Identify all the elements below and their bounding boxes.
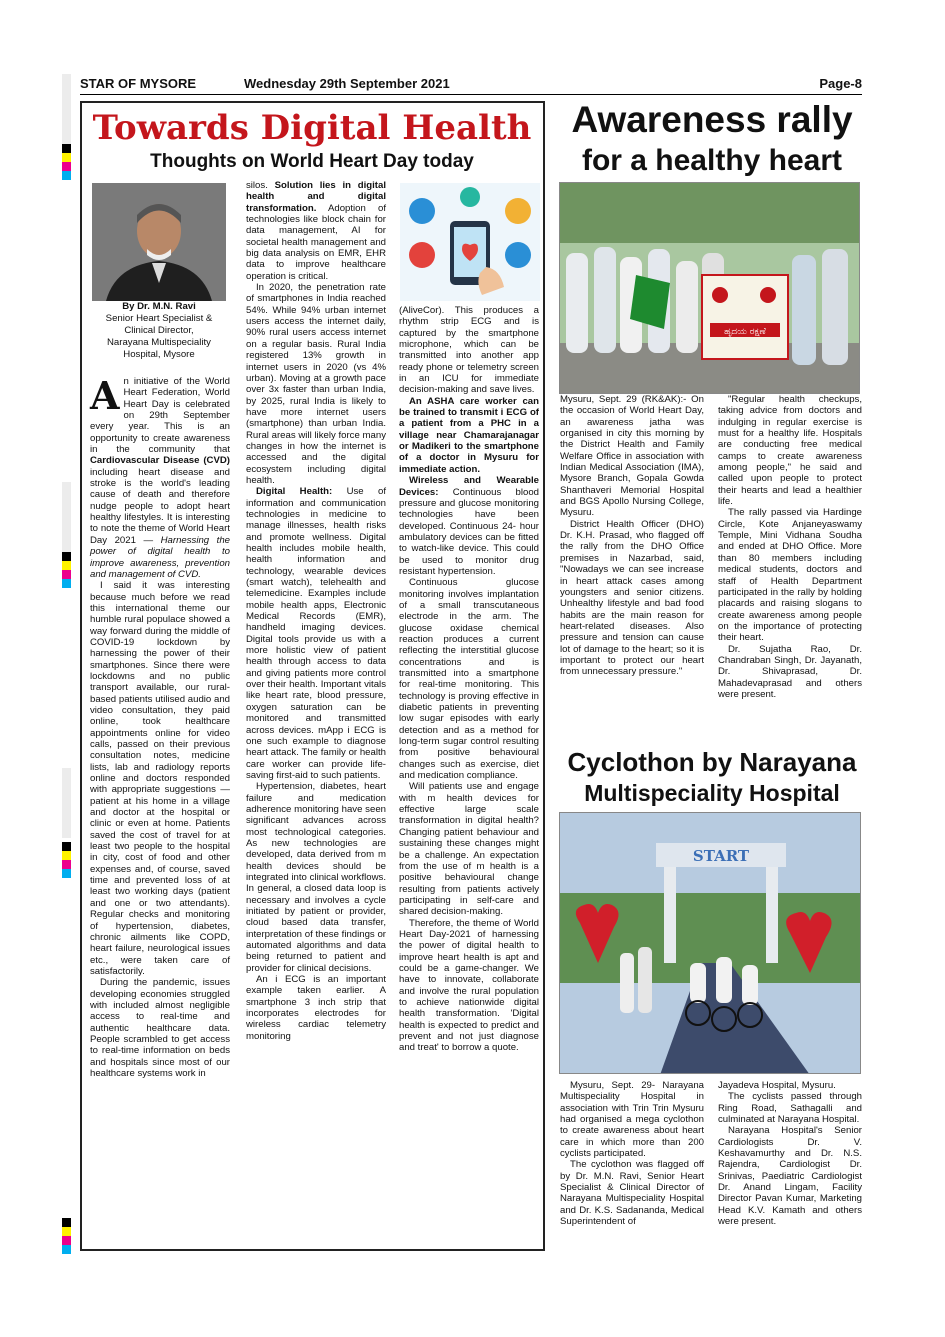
paragraph: An i ECG is an important example taken earlier. A smartphone 3 inch strip that incorporates electrodes for wireless cardiac telemetry monitoring [246, 974, 386, 1042]
rally-column-1 [560, 394, 704, 678]
byline-line: Hospital, Mysore [123, 349, 195, 360]
bold-text: Wireless and Wearable Devices: [399, 475, 539, 498]
cyclothon-column-1 [560, 1080, 704, 1227]
byline-line: Clinical Director, [124, 325, 194, 336]
article-column-2 [246, 180, 386, 1042]
byline-line: Senior Heart Specialist & [105, 313, 213, 324]
byline-name: By Dr. M.N. Ravi [122, 301, 196, 312]
bold-text: Solution lies in digital health and digital transformation. [246, 180, 386, 214]
italic-text: Harnessing the power of digital health to improve awareness, prevention and management of CVD. [90, 534, 231, 580]
page-number: Page-8 [819, 76, 862, 91]
cyclothon-subtitle: Multispeciality Hospital [584, 780, 840, 806]
article-subtitle: Thoughts on World Heart Day today [150, 151, 474, 172]
article-title: Towards Digital Health [92, 108, 532, 148]
author-photo [92, 183, 226, 301]
text: silos. [246, 180, 275, 191]
registration-strip-top [62, 74, 71, 144]
paragraph: "Regular health checkups, taking advice from doctors and indulging in regular exercise is must for a healthy life. Hospitals are conducting free medical camps to create awareness among people," he said and called upon people to protect their hearts and lead a healthier life. [718, 394, 862, 508]
color-bar-4 [62, 1218, 71, 1254]
paragraph: (AliveCor). This produces a rhythm strip ECG and is captured by the smartphone microphone, which can be transmitted into another app ready phone or telemetry screen in an ICU for immediate decision-making and save lives. [399, 305, 539, 396]
paragraph: Mysuru, Sept. 29- Narayana Multispeciality Hospital in association with Trin Trin Mysuru had organised a mega cyclothon to create awareness about heart care in which more than 200 cyclists participated. [560, 1080, 704, 1160]
cyclothon-photo [559, 812, 861, 1074]
paragraph: Narayana Hospital's Senior Cardiologists Dr. V. Keshavamurthy and Dr. N.S. Rajendra, Cardiologist Dr. Srinivas, Paediatric Cardiologist Dr. Anand Lingam, Facility Director Pavan Kumar, Marketing Head K.V. Kamath and others were present. [718, 1125, 862, 1228]
paragraph [246, 180, 386, 282]
color-bar-3 [62, 842, 71, 878]
paragraph: The rally passed via Hardinge Circle, Kote Anjaneyaswamy Temple, Mini Vidhana Soudha and ended at DHO Office. More than 80 members including medical students, doctors and staff of Health Department participated in the rally by holding placards and raising slogans to create awareness among people on the importance of protecting their heart. [718, 507, 862, 644]
paragraph: Dr. Sujatha Rao, Dr. Chandraban Singh, Dr. Jayanath, Dr. Shivaprasad, Dr. Mahadevaprasad and others were present. [718, 643, 862, 700]
rally-column-2 [718, 394, 862, 700]
paragraph: Hypertension, diabetes, heart failure and medication adherence monitoring have seen significant advances across most technological categories. As new technologies are developed, data derived from m health devices should be integrated into clinical workflows. In general, a closed data loop is necessary and involves a cycle initiated by patient or provider, cloud based data transfer, interpretation of these findings or automated algorithms and data being returned to patient and provider for clinical decisions. [246, 781, 386, 974]
page-header [80, 74, 862, 95]
paragraph [246, 486, 386, 781]
digital-health-illustration [400, 183, 540, 301]
paragraph: In 2020, the penetration rate of smartphones in India reached 54%. While 94% urban internet users access the internet daily, 90% rural users access internet on a regular basis. Rural India registered 13% growth in internet users in 2020 (vs 4% urban). Moving at a growth pace over 3x faster than urban India, by 2025, rural India is likely to have more internet users (smartphone) than urban India. Rural areas will likely force many changes in how the internet is accessed and the digital ecosystem including digital health. [246, 282, 386, 486]
registration-strip-3 [62, 768, 71, 838]
drop-cap: A [90, 373, 120, 418]
article-column-1 [90, 373, 231, 1079]
rally-banner-text: ಹೃದಯ ರಕ್ಷಣೆ [724, 327, 766, 337]
newspaper-name: STAR OF MYSORE [80, 76, 197, 91]
paragraph: District Health Officer (DHO) Dr. K.H. Prasad, who flagged off the rally from the DHO Office premises in Nazarbad, said, "Nowadays we can see increase in heart attack cases among youngsters and senior citizens. Unhealthy lifestyle and bad food habits are the main reason for heart-related diseases. Also pressure and tension can cause lot of damage to the heart; so it is important to protect our heart from unnecessary pressure." [560, 518, 704, 678]
byline-line: Narayana Multispeciality [107, 337, 211, 348]
rally-photo [559, 182, 860, 394]
paragraph: During the pandemic, issues developing economies struggled with included almost negligible access to real-time and authentic healthcare data. People scrambled to get access to real-time information on beds and hospitals since most of our healthcare systems work in [90, 977, 230, 1079]
text: Adoption of technologies like block chain for data management, AI for societal health management and big data analysis on EMR, EHR data to improve healthcare operation is critical. [246, 202, 386, 282]
start-arch-text: START [692, 847, 750, 865]
bold-text: Digital Health: [256, 486, 333, 498]
article-column-3 [399, 305, 539, 1054]
text: Use of information and communication technologies in medicine to manage illnesses, health risks and promote wellness. Digital health includes mobile health, health information and technology, wearable devices (smart watch), telehealth and telemedicine. Examples include mobile health apps, Electronic Medical Records (EMR), handheld imaging devices. Digital tools provide us with a more holistic view of patient health through access to data and giving patients more control over their health. Important vitals like heart rate, blood pressure, oxygen saturation can be monitored and transmitted across devices. mApp i ECG is one such example to diagnose heart attack. The family or health care worker can provide life-saving first-aid to such patients. [246, 486, 386, 781]
issue-date: Wednesday 29th September 2021 [244, 76, 450, 91]
paragraph: Continuous glucose monitoring involves implantation of a small transcutaneous electrode in the arm. The glucose oxidase chemical reaction produces a current reflecting the interstitial glucose concentrations and is transmitted into a smartphone for real-time monitoring. This technology is proving effective in diabetic patients in preventing low sugar episodes with early detection and as a method for long-term sugar control resulting from positive behavioural changes such as exercise, diet and medication compliance. [399, 577, 539, 782]
rally-title: Awareness rally [571, 99, 853, 140]
author-byline [88, 301, 230, 361]
paragraph [90, 373, 231, 580]
registration-strip-2 [62, 482, 71, 552]
paragraph: Will patients use and engage with m health devices for effective large scale transformation in digital health? Changing patient behaviour and sustaining these changes might be a challenge. An expectation from the use of m health is a positive behavioural change resulting from patients actively participating in self-care and shared decision-making. [399, 781, 539, 918]
rally-subtitle: for a healthy heart [581, 144, 843, 177]
text: Continuous blood pressure and glucose monitoring technologies have been developed. Continuous 24- hour ambulatory devices can be fitted to watch-like device. This could be used to monitor drug resistant hypertension. [399, 486, 539, 577]
paragraph: Therefore, the theme of World Heart Day-2021 of harnessing the power of digital health to improve heart health is apt and could be a game-changer. We have to innovate, collaborate and involve the rural population to achieve nationwide digital health transformation. 'Digital health is expected to predict and prevent and not just diagnose and treat' to borrow a quote. [399, 917, 539, 1054]
paragraph: I said it was interesting because much before we read this international theme our humble rural populace showed a way forward during the middle of COVID-19 lockdown by harnessing the power of their smartphones. Since there were lockdowns and no public transport available, our rural-based patients utilised audio and video consultation, they paid online, took healthcare appointments online for video calls, passed on their previous consultation notes, medicine lists, lab and radiology reports online and doctors responded with appropriate suggestions — patient at his home in a village and doctor at the hospital or clinic or even at home. Patients saved the cost of travel for at least two people to the hospital in city, cost of food and other expenses and, of course, saved time and prevented loss of at least two working days (patient and one or two attendants). Regular checks and monitoring of hypertension, diabetes, chronic ailments like COPD, heart failure, neurological issues etc., were taken care of satisfactorily. [90, 580, 230, 977]
bold-text: Cardiovascular Disease (CVD) [90, 455, 230, 467]
paragraph: Mysuru, Sept. 29 (RK&AK):- On the occasion of World Heart Day, an awareness jatha was organised in city this morning by the District Health and Family Welfare Office in association with Indian Medical Association (IMA), Mysore Branch, Gopala Gowda Shanthaveri Memorial Hospital and BGS Apollo Nursing College, Mysuru. [560, 394, 704, 519]
paragraph: The cyclothon was flagged off by Dr. M.N. Ravi, Senior Heart Specialist & Clinical Director of Narayana Multispeciality Hospital and Dr. K.S. Sadananda, Medical Superintendent of [560, 1159, 704, 1228]
color-bar-1 [62, 144, 71, 180]
paragraph: The cyclists passed through Ring Road, Sathagalli and culminated at Narayana Hospital. [718, 1091, 862, 1126]
cyclothon-title: Cyclothon by Narayana [567, 747, 857, 777]
color-bar-2 [62, 552, 71, 588]
paragraph: Jayadeva Hospital, Mysuru. [718, 1080, 836, 1091]
text: including heart disease and stroke is the world's leading cause of death and therefore nudge people to adopt heart healthy lifestyles. It is interesting to note the theme of World Heart Day 2021 — [90, 466, 230, 546]
text: n initiative of the World Heart Federation, World Heart Day is celebrated on 29th September every year. This is an opportunity to create awareness in the community that [90, 376, 230, 456]
paragraph [399, 475, 539, 577]
cyclothon-column-2 [718, 1080, 862, 1227]
paragraph-bold: An ASHA care worker can be trained to transmit i ECG of a patient from a PHC in a village near Chamarajanagar or Madikeri to the smartphone of a doctor in Mysuru for immediate action. [399, 395, 539, 475]
